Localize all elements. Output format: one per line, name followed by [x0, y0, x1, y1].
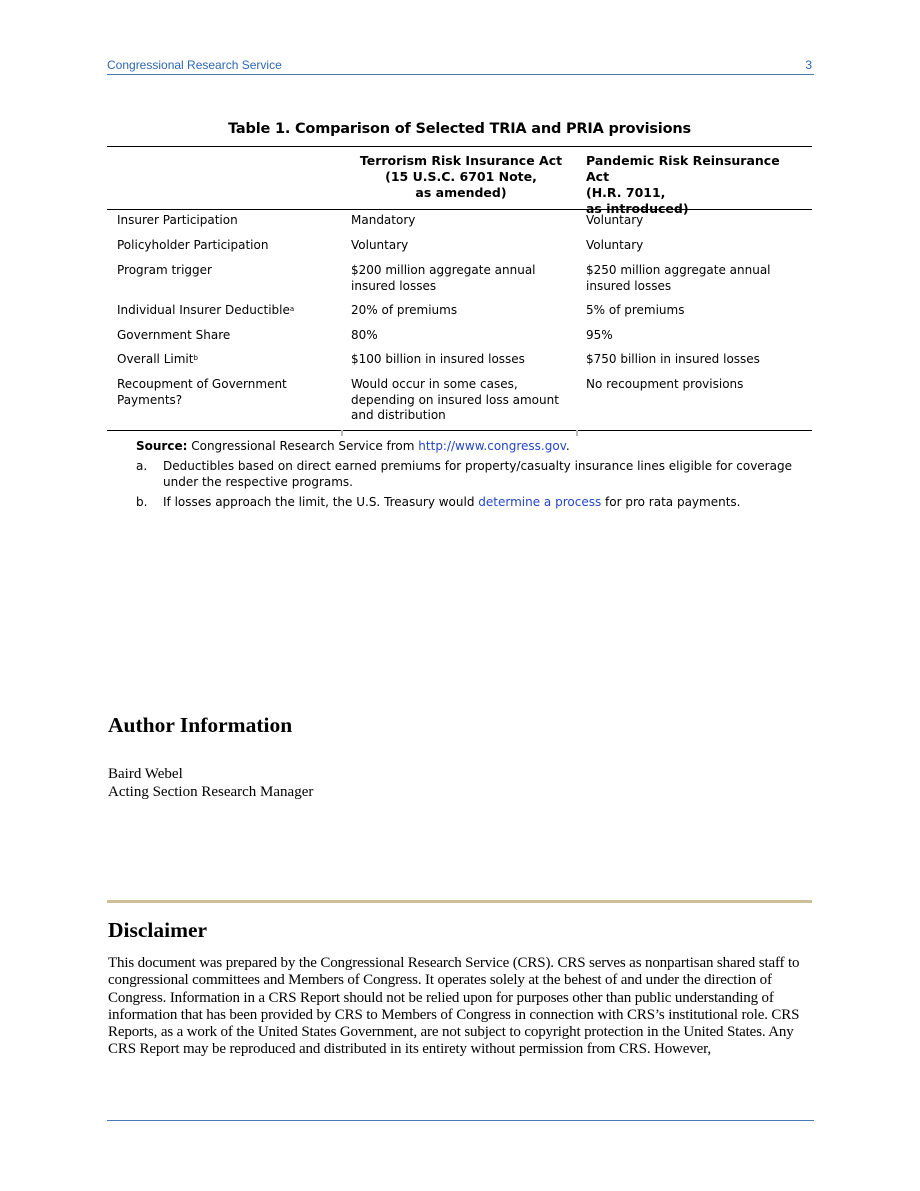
determine-process-link[interactable]: determine a process [478, 495, 602, 509]
table-divider-mark [576, 430, 578, 436]
table-bottom-rule [107, 430, 812, 431]
author-heading: Author Information [108, 713, 293, 737]
disclaimer-rule [107, 900, 812, 903]
footnote-mark: b. [136, 495, 148, 509]
row-pria: Voluntary [586, 213, 644, 227]
footnote-ref-a: a [289, 305, 295, 313]
page-footer-rule [107, 1120, 814, 1121]
footnote-mark: a. [136, 459, 148, 473]
table-top-rule [107, 146, 812, 147]
row-label: Government Share [117, 328, 231, 342]
header-org: Congressional Research Service [107, 58, 282, 72]
source-link[interactable]: http://www.congress.gov [418, 439, 566, 453]
row-label: Policyholder Participation [117, 238, 269, 252]
row-pria: 5% of premiums [586, 303, 685, 317]
row-tria: Would occur in some cases, depending on insured loss amount and distribution [351, 377, 559, 422]
page-header [107, 58, 814, 75]
row-pria: Voluntary [586, 238, 644, 252]
author-name: Baird Webel [108, 766, 183, 782]
row-label: Individual Insurer Deductible$^a$ [117, 303, 295, 317]
column-header-tria: Terrorism Risk Insurance Act (15 U.S.C. 6701 Note, as amended) [359, 153, 563, 200]
row-tria: Mandatory [351, 213, 416, 227]
table-divider-mark [341, 430, 343, 436]
footnote-ref-b: b [193, 354, 198, 362]
disclaimer-text: This document was prepared by the Congressional Research Service (CRS). CRS serves as nonpartisan shared staff to congressional committees and Members of Congress. It operates solely at the behest of and under the direction of Congress. Information in a CRS Report should not be relied upon for purposes other than public understanding of information that has been provided by CRS to Members of Congress in connection with CRS’s institutional role. CRS Reports, as a work of the United States Government, are not subject to copyright protection in the United States. Any CRS Report may be reproduced and distributed in its entirety without permission from CRS. However, [108, 955, 800, 1058]
row-tria: Voluntary [351, 238, 409, 252]
row-tria: $100 billion in insured losses [351, 352, 525, 366]
footnote-b: If losses approach the limit, the U.S. Treasury would determine a process for pro rata payments. [163, 495, 741, 509]
row-label: Insurer Participation [117, 213, 238, 227]
disclaimer-heading: Disclaimer [108, 918, 208, 942]
row-label: Recoupment of Government Payments? [117, 377, 287, 407]
row-tria: 20% of premiums [351, 303, 458, 317]
table-header-rule [107, 209, 812, 210]
row-pria: 95% [586, 328, 613, 342]
column-header-pria: Pandemic Risk Reinsurance Act (H.R. 7011, as introduced) [586, 153, 780, 216]
row-pria: $750 billion in insured losses [586, 352, 760, 366]
row-tria: 80% [351, 328, 378, 342]
table-title: Table 1. Comparison of Selected TRIA and PRIA provisions [228, 121, 691, 137]
row-pria: No recoupment provisions [586, 377, 744, 391]
row-label: Program trigger [117, 263, 212, 277]
page-number: 3 [805, 58, 812, 72]
row-pria: $250 million aggregate annual insured losses [586, 263, 771, 293]
row-tria: $200 million aggregate annual insured losses [351, 263, 536, 293]
table-source: Source: Congressional Research Service from http://www.congress.gov. [136, 439, 570, 453]
row-label: Overall Limit$^b$ [117, 352, 198, 366]
footnote-a: Deductibles based on direct earned premiums for property/casualty insurance lines eligible for coverage under the respective programs. [163, 459, 792, 489]
author-title: Acting Section Research Manager [108, 784, 314, 800]
